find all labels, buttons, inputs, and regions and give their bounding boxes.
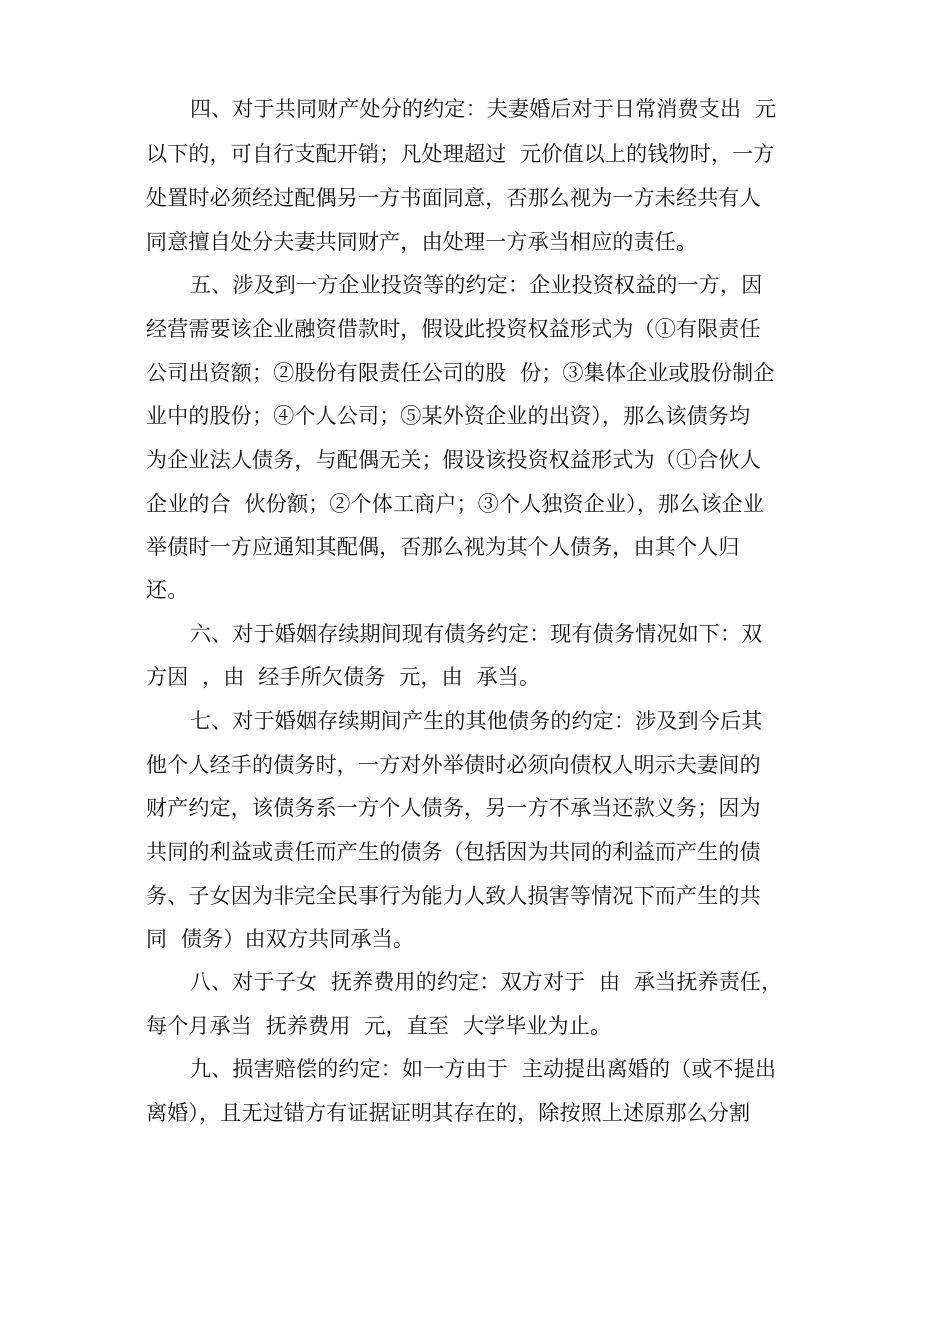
clause-5-line-5: 为企业法人债务，与配偶无关；假设该投资权益形式为（①合伙人 [146, 448, 761, 472]
clause-9-line-1: 九、损害赔偿的约定：如一方由于 主动提出离婚的（或不提出 [190, 1057, 777, 1081]
clause-5-line-4: 业中的股份；④个人公司；⑤某外资企业的出资），那么该债务均 [146, 404, 751, 428]
clause-4-line-4: 同意擅自处分夫妻共同财产，由处理一方承当相应的责任。 [146, 230, 698, 254]
clause-7-line-3: 财产约定，该债务系一方个人债务，另一方不承当还款义务；因为 [146, 796, 761, 820]
clause-4-line-3: 处置时必须经过配偶另一方书面同意，否那么视为一方未经共有人 [146, 186, 761, 210]
clause-5-line-2: 经营需要该企业融资借款时，假设此投资权益形式为（①有限责任 [146, 317, 761, 341]
clause-8-line-2: 每个月承当 抚养费用 元，直至 大学毕业为止。 [146, 1014, 612, 1038]
clause-6-line-2: 方因 ，由 经手所欠债务 元，由 承当。 [146, 665, 541, 689]
clause-5-line-6: 企业的合 伙份额；②个体工商户；③个人独资企业），那么该企业 [146, 492, 765, 516]
clause-8-line-1: 八、对于子女 抚养费用的约定：双方对于 由 承当抚养责任， [190, 970, 783, 994]
clause-5-line-1: 五、涉及到一方企业投资等的约定：企业投资权益的一方，因 [190, 273, 763, 297]
clause-5-line-3: 公司出资额；②股份有限责任公司的股 份；③集体企业或股份制企 [146, 361, 775, 385]
clause-7-line-6: 同 债务）由双方共同承当。 [146, 927, 415, 951]
clause-7-line-1: 七、对于婚姻存续期间产生的其他债务的约定：涉及到今后其 [190, 709, 763, 733]
clause-7-line-2: 他个人经手的债务时，一方对外举债时必须向债权人明示夫妻间的 [146, 753, 761, 777]
clause-4-line-2: 以下的，可自行支配开销；凡处理超过 元价值以上的钱物时，一方 [146, 142, 775, 166]
clause-5-line-8: 还。 [146, 578, 189, 602]
clause-5-line-7: 举债时一方应通知其配偶，否那么视为其个人债务，由其个人归 [146, 535, 740, 559]
clause-7-line-4: 共同的利益或责任而产生的债务（包括因为共同的利益而产生的债 [146, 840, 761, 864]
clause-6-line-1: 六、对于婚姻存续期间现有债务约定：现有债务情况如下：双 [190, 622, 763, 646]
clause-4-line-1: 四、对于共同财产处分的约定：夫妻婚后对于日常消费支出 元 [190, 97, 777, 121]
clause-9-line-2: 离婚），且无过错方有证据证明其存在的，除按照上述原那么分割 [146, 1101, 751, 1125]
clause-7-line-5: 务、子女因为非完全民事行为能力人致人损害等情况下而产生的共 [146, 884, 761, 908]
